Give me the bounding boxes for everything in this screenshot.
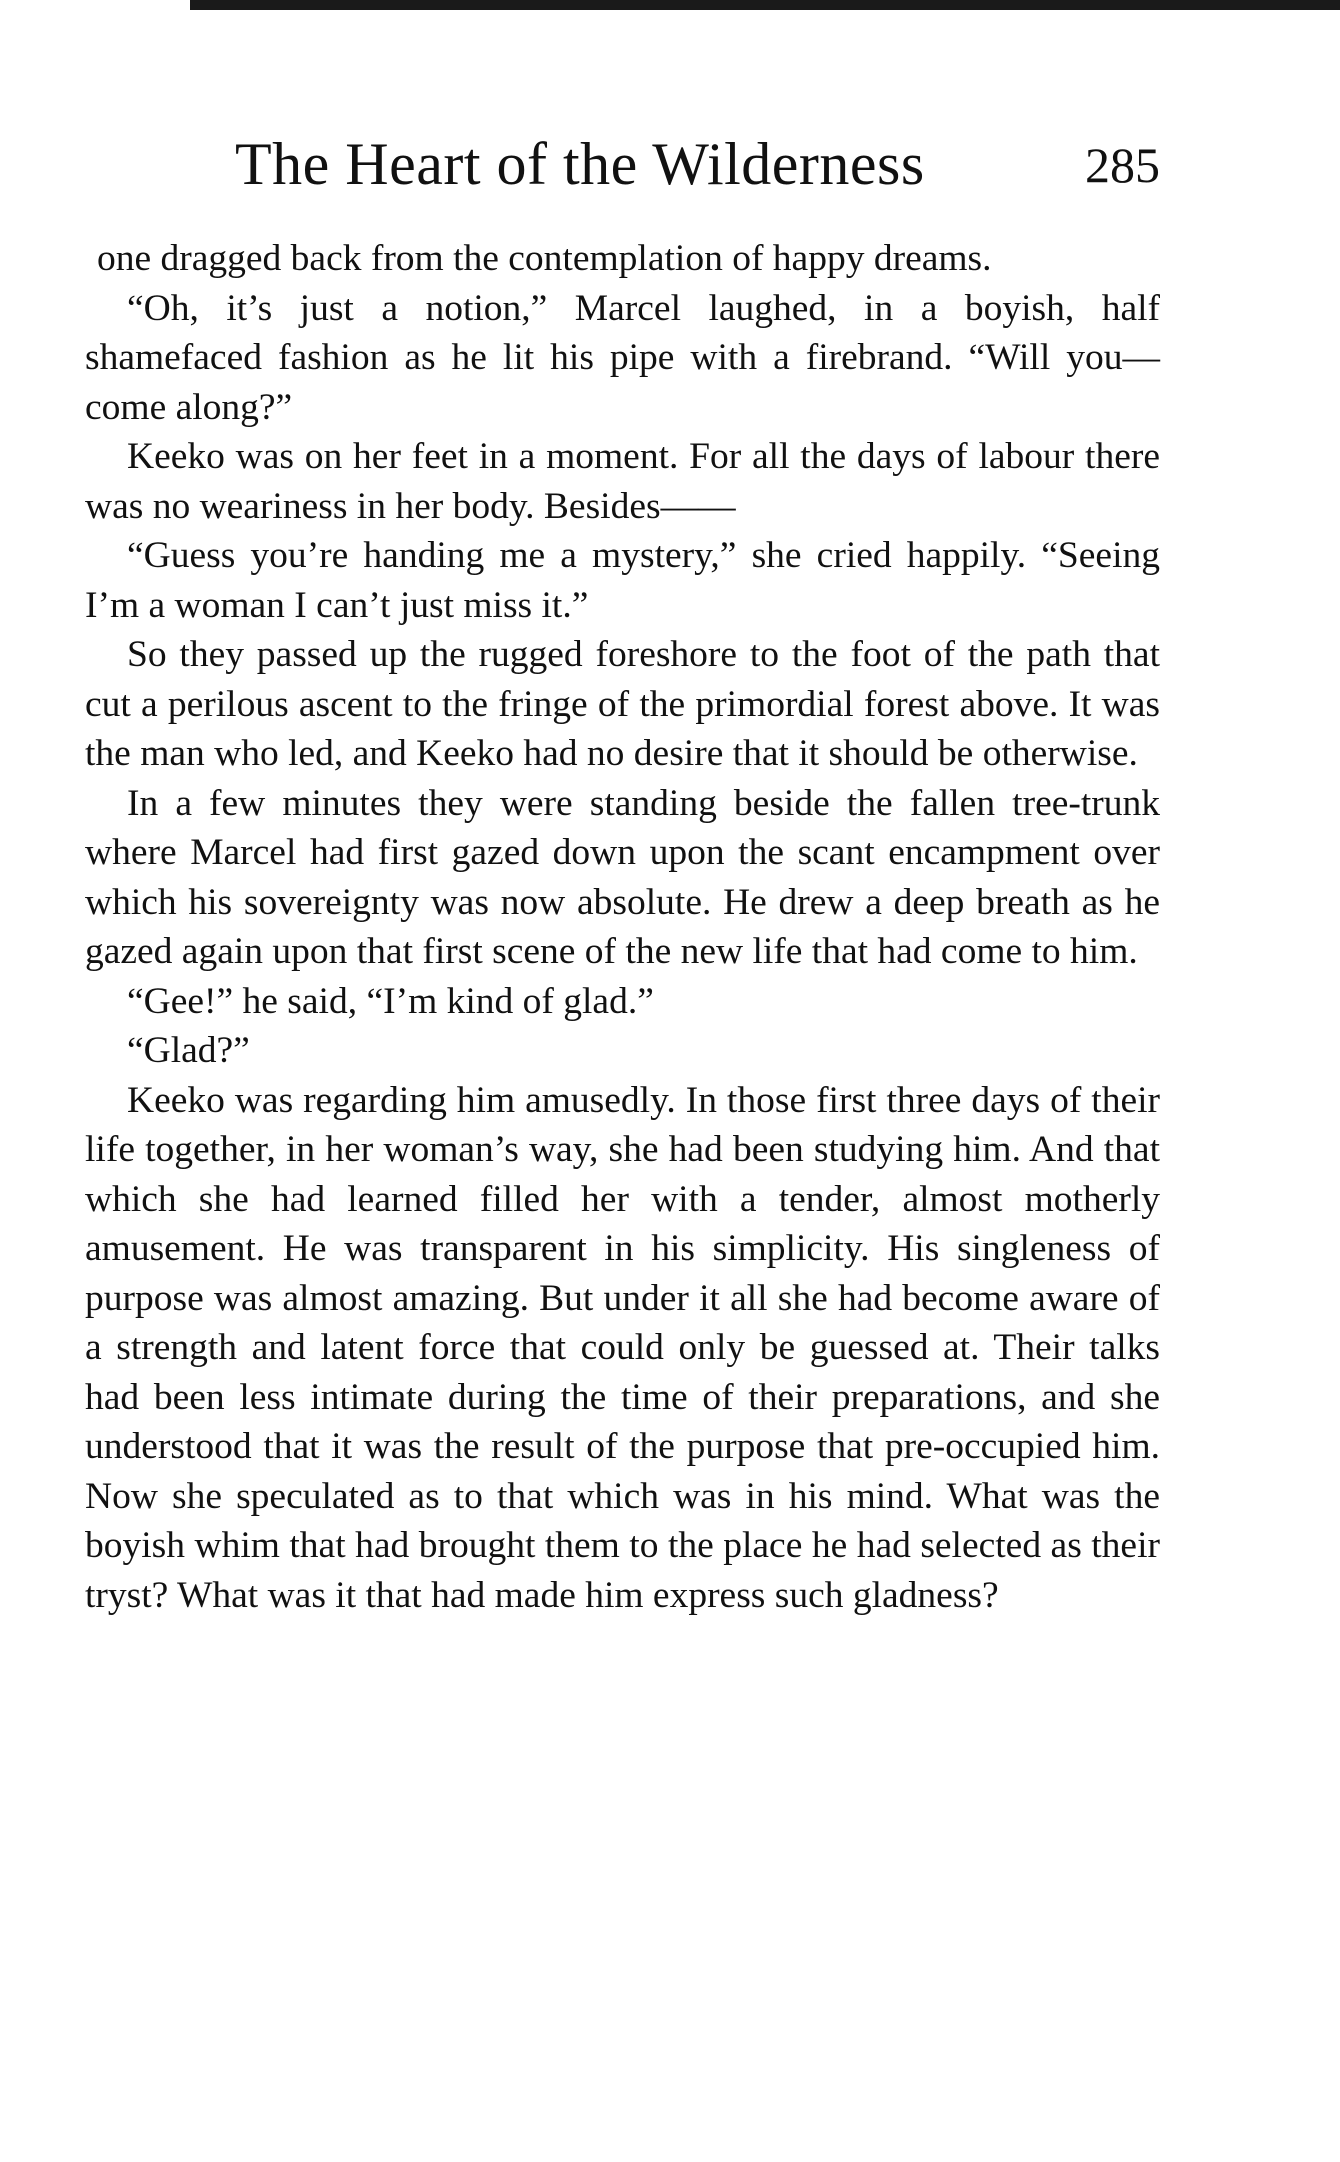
paragraph: one dragged back from the contemplation of happy dreams.	[97, 238, 992, 279]
body-text	[85, 234, 1160, 1620]
book-page	[85, 130, 1160, 1620]
paragraph: Keeko was on her feet in a moment. For all the days of labour there was no weariness in her body. Besides——	[85, 436, 1160, 527]
top-edge-rule	[190, 0, 1340, 10]
paragraph: Keeko was regarding him amusedly. In those first three days of their life together, in her woman’s way, she had been studying him. And that which she had learned filled her with a tender, almost motherly amusement. He was transparent in his simplicity. His singleness of purpose was almost amazing. But under it all she had become aware of a strength and latent force that could only be guessed at. Their talks had been less intimate during the time of their preparations, and she understood that it was the result of the purpose that pre-occupied him. Now she speculated as to that which was in his mind. What was the boyish whim that had brought them to the place he had selected as their tryst? What was it that had made him express such gladness?	[85, 1079, 1160, 1616]
paragraph: In a few minutes they were standing beside the fallen tree-trunk where Marcel had first gazed down upon the scant encampment over which his sovereignty was now absolute. He drew a deep breath as he gazed again upon that first scene of the new life that had come to him.	[85, 782, 1160, 972]
paragraph: “Gee!” he said, “I’m kind of glad.”	[127, 980, 654, 1022]
paragraph: “Oh, it’s just a notion,” Marcel laughed, in a boyish, half shamefaced fashion as he lit his pipe with a firebrand. “Will you—come along?”	[85, 287, 1160, 428]
page-number: 285	[1085, 137, 1160, 193]
paragraph: “Glad?”	[127, 1030, 250, 1071]
paragraph: “Guess you’re handing me a mystery,” she cried happily. “Seeing I’m a woman I can’t just miss it.”	[85, 535, 1160, 626]
running-header	[85, 130, 1160, 220]
paragraph: So they passed up the rugged foreshore to the foot of the path that cut a perilous ascent to the fringe of the primordial forest above. It was the man who led, and Keeko had no desire that it should be otherwise.	[85, 634, 1160, 774]
running-title: The Heart of the Wilderness	[235, 131, 925, 197]
